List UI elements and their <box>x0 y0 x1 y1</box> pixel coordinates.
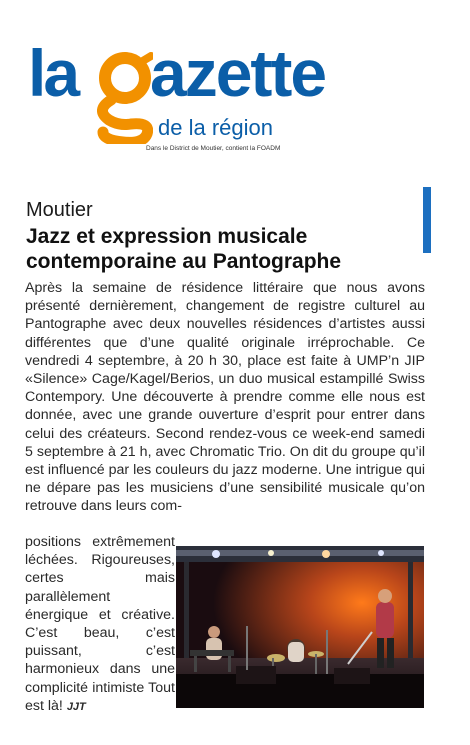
masthead <box>0 0 470 175</box>
accent-bar <box>423 187 431 253</box>
article-body-wrap <box>25 533 175 716</box>
logo-azette: azette <box>150 36 326 110</box>
logo-region: de la région <box>158 115 273 140</box>
logo-la: la <box>28 36 78 110</box>
article-body-paragraph: Après la semaine de résidence littéraire que nous avons présenté dernièrement, changement de registre culturel au Pantographe avec deux nouvelles résidences d’artistes aussi différentes que d’une qualité originale irréprochable. Ce vendredi 4 septembre, à 20 h 30, place est faite à UMP’n JIP «Silence» Cage/Kagel/Berios, un duo musical estampillé Swiss Contempory. Une découverte à prendre comme elle nous est donnée, avec une grande ouverture d’esprit pour entrer dans celui des créateurs. Second rendez-vous ce week-end samedi 5 septembre à 21 h, avec Chromatic Trio. On dit du groupe qu’il est influencé par les couleurs du jazz moderne. Une intrigue qui ne dépare pas les musiciens d’une sensibilité musicale qu’on retrouve dans leurs com- <box>25 280 425 515</box>
article-headline: Jazz et expression musicale contemporaine au Pantographe <box>26 225 342 273</box>
concert-photo-image <box>176 546 424 708</box>
article-body-continued <box>25 533 175 716</box>
author-signature: JJT <box>66 700 86 713</box>
concert-photo <box>176 546 424 708</box>
article-kicker: Moutier <box>26 199 93 221</box>
logo-g-glyph <box>97 52 153 144</box>
logo-g-icon <box>97 52 153 144</box>
article-body <box>25 279 425 516</box>
masthead-tagline: Dans le District de Moutier, contient la FOADM <box>146 145 281 152</box>
article-wrap-text: positions extrêmement léchées. Rigoureuses, certes mais parallèlement énergique et créative. C’est beau, c’est puissant, c’est harmonieux dans une complicité intimiste Tout est là! <box>25 534 175 714</box>
